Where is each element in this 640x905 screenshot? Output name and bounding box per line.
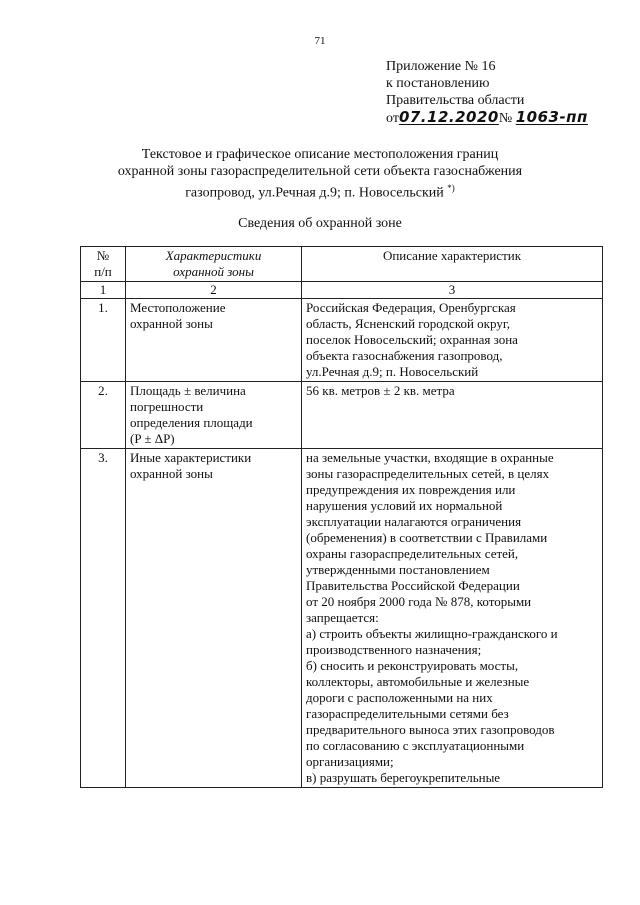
table-index-row <box>81 282 603 299</box>
header-num <box>81 247 126 282</box>
index-cell: 3 <box>302 282 603 299</box>
number-label: № <box>498 111 513 126</box>
cell-line: предварительного выноса этих газопроводов <box>306 722 555 737</box>
cell-line: утвержденными постановлением <box>306 562 490 577</box>
cell-line: Российская Федерация, Оренбургская <box>306 300 516 315</box>
header-description: Описание характеристик <box>302 247 603 282</box>
appendix-line-1: Приложение № 16 <box>386 59 496 74</box>
row-description <box>302 449 603 788</box>
cell-line: газораспределительными сетями без <box>306 706 509 721</box>
cell-line: Местоположение <box>130 300 226 315</box>
cell-line: производственного назначения; <box>306 642 482 657</box>
cell-line: эксплуатации налагаются ограничения <box>306 514 522 529</box>
cell-line: охранной зоны <box>130 316 213 331</box>
row-characteristic <box>126 299 302 382</box>
appendix-line-2: к постановлению <box>386 76 490 91</box>
appendix-date-line <box>386 109 588 127</box>
zone-table <box>80 246 603 788</box>
footnote-mark: *) <box>447 183 455 193</box>
cell-line: (обременения) в соответствии с Правилами <box>306 530 548 545</box>
document-title <box>60 146 580 202</box>
page-number: 71 <box>314 35 326 47</box>
index-cell: 2 <box>126 282 302 299</box>
table-header-row <box>81 247 603 282</box>
cell-line: по согласованию с эксплуатационными <box>306 738 525 753</box>
cell-line: предупреждения их повреждения или <box>306 482 516 497</box>
header-characteristic <box>126 247 302 282</box>
cell-line: Правительства Российской Федерации <box>306 578 520 593</box>
cell-line: б) сносить и реконструировать мосты, <box>306 658 519 673</box>
cell-line: в) разрушать берегоукрепительные <box>306 770 501 785</box>
row-description <box>302 299 603 382</box>
cell-line: дороги с расположенными на них <box>306 690 493 705</box>
row-characteristic <box>126 449 302 788</box>
index-cell: 1 <box>81 282 126 299</box>
row-description <box>302 382 603 449</box>
cell-line: погрешности <box>130 399 204 414</box>
cell-line: нарушения условий их нормальной <box>306 498 503 513</box>
title-line-3: газопровод, ул.Речная д.9; п. Новосельский <box>185 185 444 201</box>
cell-line: охраны газораспределительных сетей, <box>306 546 519 561</box>
handwritten-number: 1063-пп <box>515 108 588 126</box>
title-line-1: Текстовое и графическое описание местоположения границ <box>141 147 499 162</box>
header-characteristic-line: Характеристики <box>165 248 262 263</box>
title-line-3-wrap <box>60 180 580 202</box>
cell-line: охранной зоны <box>130 466 213 481</box>
cell-line: запрещается: <box>306 610 379 625</box>
cell-line: зоны газораспределительных сетей, в целях <box>306 466 550 481</box>
cell-line: коллекторы, автомобильные и железные <box>306 674 530 689</box>
cell-line: 56 кв. метров ± 2 кв. метра <box>306 383 455 398</box>
cell-line: а) строить объекты жилищно-гражданского и <box>306 626 558 641</box>
row-number: 3. <box>81 449 126 788</box>
table-row <box>81 299 603 382</box>
row-characteristic <box>126 382 302 449</box>
cell-line: Иные характеристики <box>130 450 252 465</box>
cell-line: Площадь ± величина <box>130 383 246 398</box>
row-number: 2. <box>81 382 126 449</box>
table-row <box>81 382 603 449</box>
cell-line: объекта газоснабжения газопровод, <box>306 348 503 363</box>
section-title: Сведения об охранной зоне <box>238 216 402 231</box>
appendix-line-3: Правительства области <box>386 93 525 108</box>
row-number: 1. <box>81 299 126 382</box>
header-characteristic-line: охранной зоны <box>173 264 254 279</box>
cell-line: организациями; <box>306 754 394 769</box>
handwritten-date: 07.12.2020 <box>398 108 499 126</box>
cell-line: ул.Речная д.9; п. Новосельский <box>306 364 479 379</box>
cell-line: определения площади <box>130 415 253 430</box>
header-num-line: № <box>96 248 110 263</box>
table-row <box>81 449 603 788</box>
cell-line: область, Ясненский городской округ, <box>306 316 510 331</box>
title-line-2: охранной зоны газораспределительной сети объекта газоснабжения <box>117 164 523 179</box>
from-label: от <box>386 111 399 126</box>
cell-line: (P ± ΔP) <box>130 431 175 446</box>
header-num-line: п/п <box>94 264 112 279</box>
cell-line: от 20 ноября 2000 года № 878, которыми <box>306 594 532 609</box>
appendix-block <box>386 58 588 127</box>
cell-line: на земельные участки, входящие в охранные <box>306 450 554 465</box>
cell-line: поселок Новосельский; охранная зона <box>306 332 518 347</box>
